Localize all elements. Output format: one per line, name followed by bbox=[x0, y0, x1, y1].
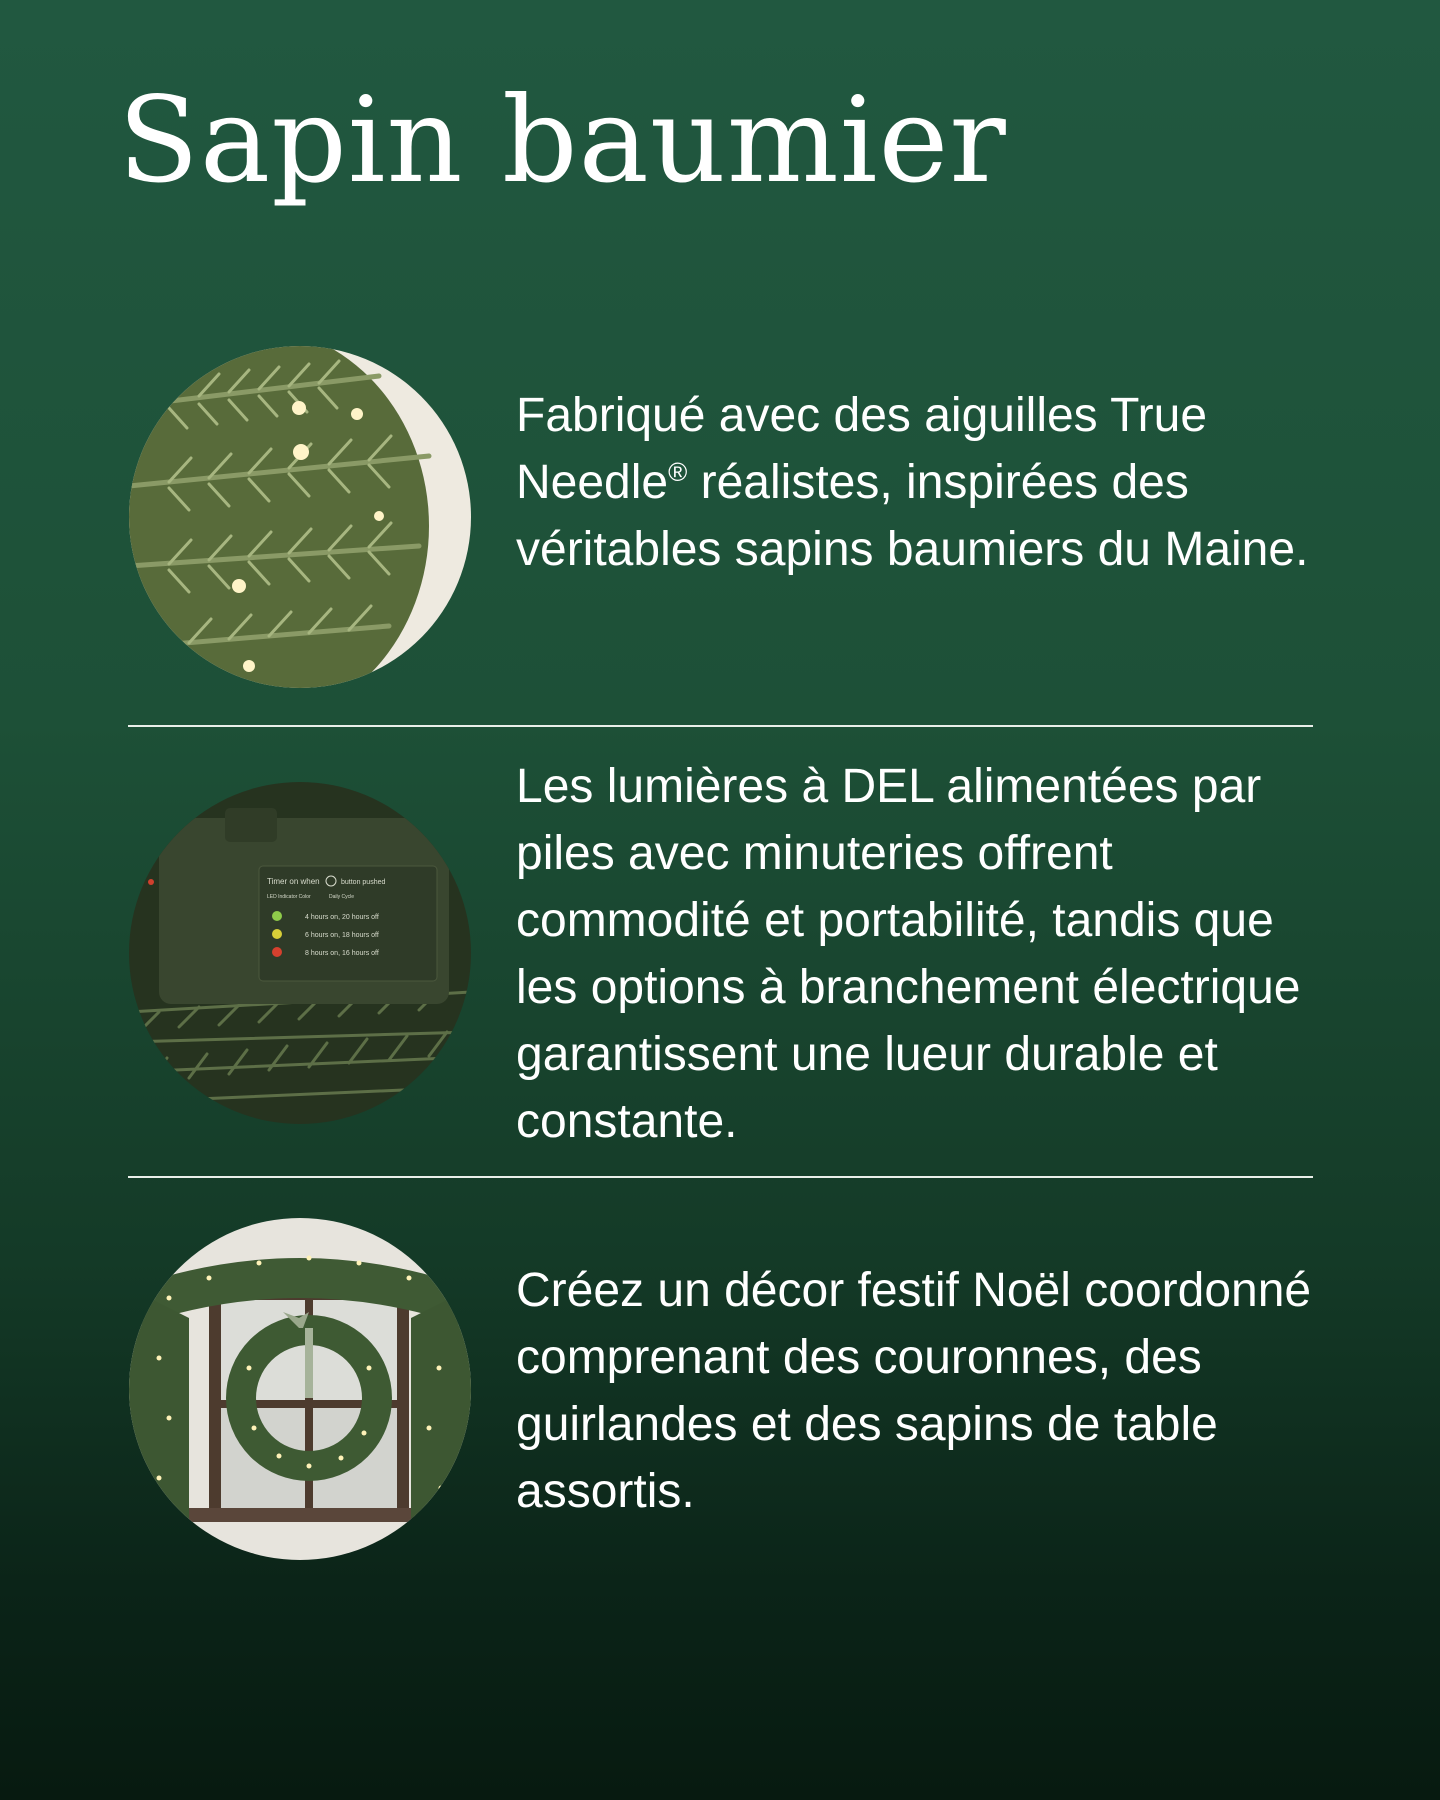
feature-image-needles bbox=[129, 346, 471, 688]
wreath-garland-photo bbox=[129, 1218, 471, 1560]
feature-image-timer bbox=[129, 782, 471, 1124]
timer-row: 4 hours on, 20 hours off bbox=[305, 914, 379, 921]
timer-row: 6 hours on, 18 hours off bbox=[305, 932, 379, 939]
page-title: Sapin baumier bbox=[118, 71, 1007, 209]
timer-col-led: LED Indicator Color bbox=[267, 894, 311, 900]
feature-text-needles: Fabriqué avec des aiguilles True Needle® réalistes, inspirées des véritables sapins baumiers du Maine. bbox=[516, 389, 1309, 576]
feature-image-decor bbox=[129, 1218, 471, 1560]
registered-mark: ® bbox=[668, 457, 688, 487]
feature-text-decor: Créez un décor festif Noël coordonné comprenant des couronnes, des guirlandes et des sapins de table assortis. bbox=[516, 1264, 1312, 1518]
led-indicator bbox=[272, 929, 282, 939]
led-indicator bbox=[272, 911, 282, 921]
feature-text-lights: Les lumières à DEL alimentées par piles avec minuteries offrent commodité et portabilité, tandis que les options à branchement électrique garantissent une lueur durable et constante. bbox=[516, 760, 1301, 1148]
timer-row: 8 hours on, 16 hours off bbox=[305, 950, 379, 957]
divider bbox=[128, 1176, 1313, 1178]
led-indicator bbox=[272, 947, 282, 957]
battery-timer-photo bbox=[129, 782, 471, 1124]
pine-branch-photo bbox=[129, 346, 471, 688]
divider bbox=[128, 725, 1313, 727]
timer-header-b: button pushed bbox=[341, 879, 386, 886]
timer-header: Timer on when bbox=[267, 877, 320, 886]
timer-col-cycle: Daily Cycle bbox=[329, 894, 355, 900]
